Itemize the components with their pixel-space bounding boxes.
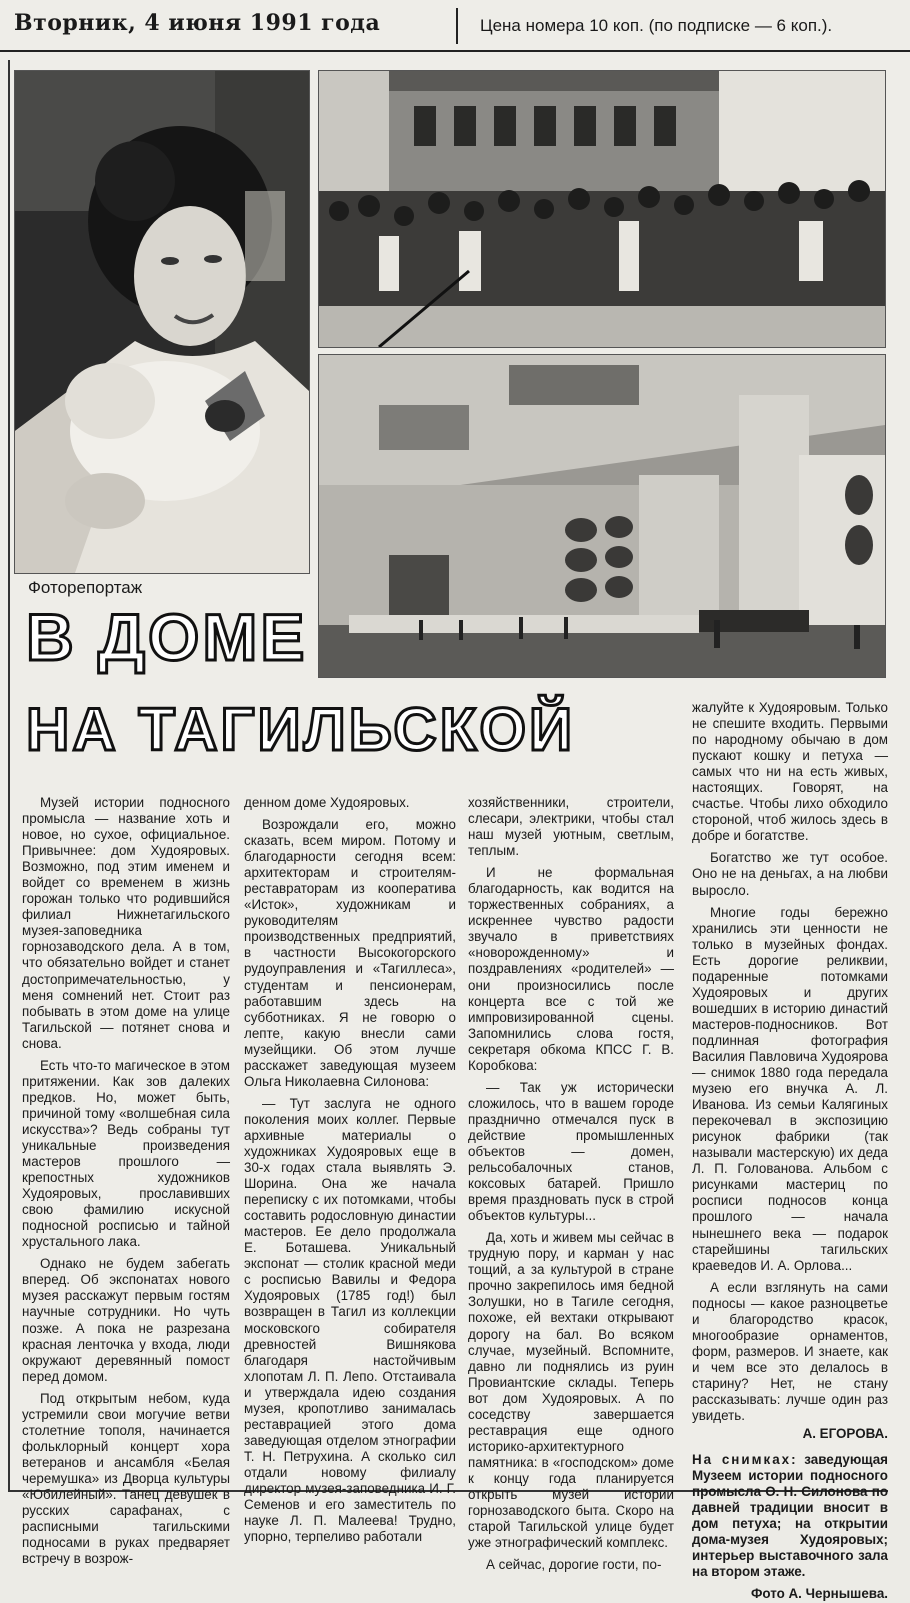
author-signature: А. ЕГОРОВА. xyxy=(802,1426,888,1442)
paragraph: Да, хоть и живем мы сейчас в трудную пору, и карман у нас тощий, а за культурой в стране прочно закрепилось имя бедной Золушки, но в Тагиле сегодня, похоже, ей вехтаки открывают дорогу на бал. Во всяком случае, музейный. Вспомните, давно ли поднялись из руин Провиантские склады. Теперь вот дом Худояровых. А по соседству завершается реставрация еще одного историко-архитектурного памятника: в «господском» доме к концу года планируется открыть музей истории горнозаводского быта. Скоро на старой Тагильской улице будет уже этнографический комплекс. xyxy=(468,1230,674,1551)
paragraph: Однако не будем забегать вперед. Об экспонатах нового музея расскажут первым гостям научные сотрудники. Но чуть позже. А пока не разрезана красная ленточка у входа, люди окружают деревянный помост перед домом. xyxy=(22,1256,230,1384)
article-column-4 xyxy=(692,700,888,1602)
paragraph: Богатство же тут особое. Оно не на деньгах, а на любви выросло. xyxy=(692,850,888,898)
issue-price: Цена номера 10 коп. (по подписке — 6 коп.). xyxy=(480,16,833,35)
caption-text: заведующая Музеем истории подносного промысла О. Н. Силонова по давней традиции вносит в дом петуха; на открытии дома-музея Худояровых; интерьер выставочного зала на втором этаже. xyxy=(692,1452,888,1580)
caption-label: На снимках: xyxy=(692,1452,798,1468)
paragraph: Многие годы бережно хранились эти ценности не только в музейных фондах. Есть дорогие реликвии, подаренные потомками Худояровых и других вошедших в историю династий мастеров-подносников. Вот подлинная фотография Василия Павловича Худоярова — снимок 1880 года передала музею его внучка А. Л. Иванова. Из семьи Калягиных перекочевал в экспозицию рисунок фабрики (так называли мастерскую) их деда Л. П. Голованова. Альбом с рисунками мастериц по росписи подносов конца прошлого — начала нынешнего века — подарок старейшины тагильских краеведов И. А. Орлова... xyxy=(692,904,888,1273)
photo-credit: Фото А. Чернышева. xyxy=(750,1586,888,1602)
article-column-1 xyxy=(22,795,230,1567)
paragraph: денном доме Худояровых. xyxy=(244,795,410,810)
paragraph: хозяйственники, строители, слесари, электрики, чтобы стал наш музей уютным, светлым, теплым. xyxy=(468,795,674,859)
paragraph: Музей истории подносного промысла — название хоть и новое, но сухое, официальное. Привычнее: дом Худояровых. Возможно, под этим именем и войдет со временем в жизнь горожан только что родившийся филиал Нижнетагильского музея-заповедника горнозаводского дела. А в том, что обязательно войдет и станет достопримечательностью, у меня сомнений нет. Стоит раз побывать в этом доме на улице Тагильской — потянет снова и снова. xyxy=(22,795,230,1051)
paragraph: А сейчас, дорогие гости, по- xyxy=(486,1557,662,1573)
headline-line-1: В ДОМЕ xyxy=(26,600,308,674)
article-column-2 xyxy=(244,795,456,1545)
portrait-photo-image xyxy=(15,71,309,573)
paragraph: жалуйте к Худояровым. Только не спешите входить. Первыми по народному обычаю в дом пускают кошку и петуха — самых что ни на есть живых, настоящих. Говорят, на счастье. Чтобы лихо обходило стороной, чтоб жилось здесь в добре и богатстве. xyxy=(692,700,888,844)
headline-line-2: НА ТАГИЛЬСКОЙ xyxy=(26,696,576,763)
paragraph: И не формальная благодарность, как водится на торжественных собраниях, а искреннее чувство радости звучало в приветствиях «новорожденному» и поздравлениях «родителей» — они произносились после концерта все с той же импровизированной сцены. Запомнились слова гостя, секретаря обкома КПСС Г. В. Коробкова: xyxy=(468,865,674,1073)
paragraph: — Тут заслуга не одного поколения моих коллег. Первые архивные материалы о художниках Худояровых еще в 30-х годах стала выявлять Э. Шорина. Она же начала переписку с их потомками, чтобы составить родословную династии мастеров. Ее дело продолжала Е. Боташева. Уникальный экспонат — столик красной меди с росписью Вавилы и Федора Худояровых (1785 год!) был возвращен в Тагил из коллекции московского собирателя древностей Вишнякова благодаря настойчивым хлопотам Л. П. Лепо. Отстаивала и утверждала идею создания музея, кропотливо занималась реставрацией этого дома заведующая отделом этнографии Т. Н. Петрухина. А сколько сил отдали новому филиалу директор музея-заповедника И. Г. Семенов и его заместитель по науке Л. П. Малеева! Трудно, упорно, терпеливо работали xyxy=(244,1095,456,1545)
paragraph: А если взглянуть на сами подносы — какое разноцветье и благородство красок, многообразие орнаментов, форм, размеров. И знаете, как и чем все это делалось в старину? Нет, не стану рассказывать: лучше один раз увидеть. xyxy=(692,1279,888,1424)
header-divider xyxy=(456,8,458,44)
issue-date: Вторник, 4 июня 1991 года xyxy=(14,10,381,36)
crowd-photo xyxy=(318,70,886,348)
page-header xyxy=(0,0,910,52)
section-kicker: Фоторепортаж xyxy=(28,578,143,597)
crowd-photo-image xyxy=(319,71,885,347)
interior-photo xyxy=(318,354,886,678)
paragraph: Возрождали его, можно сказать, всем миром. Потому и благодарности сегодня всем: архитекторам и строителям-реставраторам из кооператива «Исток», художникам и руководителям производственных предприятий, в частности Высокогорского рудоуправления и «Тагиллеса», студентам и пенсионерам, работавшим здесь на субботниках. Я не говорю о лепте, какую внесли сами музейщики. Об этом лучше расскажет заведующая музеем Ольга Николаевна Силонова: xyxy=(244,817,456,1089)
photo-caption xyxy=(692,1452,888,1580)
interior-photo-image xyxy=(319,355,885,677)
article-column-3 xyxy=(468,795,674,1573)
paragraph: Под открытым небом, куда устремили свои могучие ветви столетние тополя, начинается фольклорный концерт хора ветеранов и ансамбля «Белая черемушка» из Дворца культуры «Юбилейный». Танец девушек в русских сарафанах, с расписными тагильскими подносами в руках предваряет встречу в возрож- xyxy=(22,1390,230,1567)
paragraph: Есть что-то магическое в этом притяжении. Как зов далеких предков. Но, может быть, причиной тому «волшебная сила искусства»? Ведь собраны тут уникальные произведения мастеров прошлого — крепостных художников Худояровых, прославивших свою фамилию искусной подносной росписью и тайной хрустального лака. xyxy=(22,1057,230,1250)
left-border xyxy=(8,60,10,1492)
paragraph: — Так уж исторически сложилось, что в вашем городе празднично отмечался пуск в действие промышленных объектов — домен, рельсобалочных станов, коксовых батарей. Пришло время праздновать пуск в строй объектов культуры... xyxy=(468,1079,674,1224)
portrait-photo xyxy=(14,70,310,574)
